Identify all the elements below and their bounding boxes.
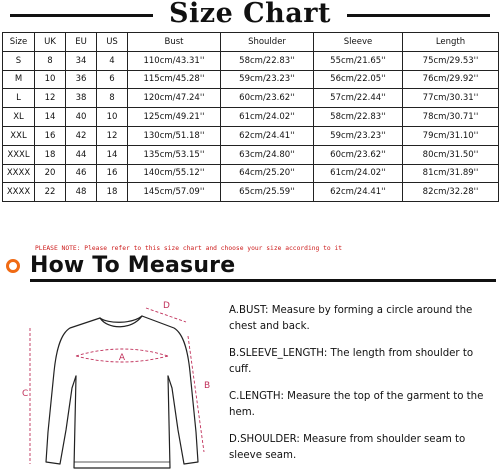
cell-us: 4 (97, 51, 128, 70)
cell-us: 6 (97, 70, 128, 89)
cell-uk: 20 (35, 164, 66, 183)
header-length: Length (403, 33, 499, 52)
cell-eu: 36 (66, 70, 97, 89)
cell-size: XXXX (3, 164, 35, 183)
header-size: Size (3, 33, 35, 52)
cell-uk: 10 (35, 70, 66, 89)
table-row (3, 126, 499, 145)
header-shoulder: Shoulder (221, 33, 314, 52)
instruction-shoulder: D.SHOULDER: Measure from shoulder seam to sleeve seam. (229, 434, 466, 461)
cell-uk: 12 (35, 89, 66, 108)
table-header-row (3, 33, 499, 52)
instruction-bust: A.BUST: Measure by forming a circle around the chest and back. (229, 305, 473, 332)
circle-bullet-icon (6, 259, 20, 273)
cell-eu: 34 (66, 51, 97, 70)
header-us: US (97, 33, 128, 52)
cell-shoulder: 62cm/24.41'' (221, 126, 314, 145)
page-title: Size Chart (169, 0, 331, 29)
cell-bust: 120cm/47.24'' (128, 89, 221, 108)
cell-us: 8 (97, 89, 128, 108)
table-row (3, 183, 499, 202)
cell-sleeve: 61cm/24.02'' (314, 164, 403, 183)
table-row (3, 51, 499, 70)
cell-length: 75cm/29.53'' (403, 51, 499, 70)
instruction-sleeve: B.SLEEVE_LENGTH: The length from shoulder to cuff. (229, 348, 474, 375)
cell-us: 16 (97, 164, 128, 183)
cell-size: XL (3, 108, 35, 127)
title-rule-right (347, 14, 490, 17)
header-sleeve: Sleeve (314, 33, 403, 52)
cell-sleeve: 56cm/22.05'' (314, 70, 403, 89)
cell-eu: 48 (66, 183, 97, 202)
cell-bust: 135cm/53.15'' (128, 145, 221, 164)
measure-instructions (229, 303, 497, 475)
cell-length: 82cm/32.28'' (403, 183, 499, 202)
instruction-length: C.LENGTH: Measure the top of the garment to the hem. (229, 391, 484, 418)
cell-shoulder: 64cm/25.20'' (221, 164, 314, 183)
size-chart-header (0, 0, 500, 32)
header-eu: EU (66, 33, 97, 52)
cell-us: 18 (97, 183, 128, 202)
size-note: PLEASE NOTE: Please refer to this size chart and choose your size according to it (35, 245, 343, 252)
cell-bust: 140cm/55.12'' (128, 164, 221, 183)
cell-shoulder: 65cm/25.59'' (221, 183, 314, 202)
cell-sleeve: 55cm/21.65'' (314, 51, 403, 70)
how-to-measure-header (6, 253, 496, 284)
cell-sleeve: 57cm/22.44'' (314, 89, 403, 108)
cell-bust: 110cm/43.31'' (128, 51, 221, 70)
cell-size: XXXX (3, 183, 35, 202)
section-rule (30, 279, 496, 282)
label-a: A (118, 353, 126, 363)
cell-length: 76cm/29.92'' (403, 70, 499, 89)
cell-sleeve: 60cm/23.62'' (314, 145, 403, 164)
cell-uk: 22 (35, 183, 66, 202)
cell-length: 81cm/31.89'' (403, 164, 499, 183)
header-bust: Bust (128, 33, 221, 52)
cell-eu: 40 (66, 108, 97, 127)
cell-size: M (3, 70, 35, 89)
cell-sleeve: 62cm/24.41'' (314, 183, 403, 202)
cell-size: L (3, 89, 35, 108)
cell-length: 79cm/31.10'' (403, 126, 499, 145)
cell-shoulder: 58cm/22.83'' (221, 51, 314, 70)
cell-eu: 38 (66, 89, 97, 108)
section-title: How To Measure (30, 253, 236, 278)
cell-length: 78cm/30.71'' (403, 108, 499, 127)
cell-sleeve: 59cm/23.23'' (314, 126, 403, 145)
cell-eu: 42 (66, 126, 97, 145)
cell-eu: 46 (66, 164, 97, 183)
table-row (3, 145, 499, 164)
cell-uk: 8 (35, 51, 66, 70)
size-table (2, 32, 499, 202)
cell-length: 77cm/30.31'' (403, 89, 499, 108)
cell-bust: 145cm/57.09'' (128, 183, 221, 202)
cell-size: XXL (3, 126, 35, 145)
label-d: D (163, 301, 170, 311)
table-row (3, 108, 499, 127)
garment-diagram (20, 292, 220, 472)
cell-size: XXXL (3, 145, 35, 164)
cell-bust: 125cm/49.21'' (128, 108, 221, 127)
cell-bust: 115cm/45.28'' (128, 70, 221, 89)
cell-size: S (3, 51, 35, 70)
cell-shoulder: 63cm/24.80'' (221, 145, 314, 164)
table-row (3, 164, 499, 183)
sweater-outline-icon (46, 316, 198, 468)
label-c: C (22, 389, 29, 399)
cell-length: 80cm/31.50'' (403, 145, 499, 164)
cell-uk: 14 (35, 108, 66, 127)
cell-bust: 130cm/51.18'' (128, 126, 221, 145)
cell-shoulder: 60cm/23.62'' (221, 89, 314, 108)
cell-us: 12 (97, 126, 128, 145)
cell-shoulder: 59cm/23.23'' (221, 70, 314, 89)
cell-us: 10 (97, 108, 128, 127)
cell-eu: 44 (66, 145, 97, 164)
cell-sleeve: 58cm/22.83'' (314, 108, 403, 127)
label-b: B (204, 381, 211, 391)
cell-uk: 18 (35, 145, 66, 164)
cell-uk: 16 (35, 126, 66, 145)
header-uk: UK (35, 33, 66, 52)
table-row (3, 89, 499, 108)
table-row (3, 70, 499, 89)
cell-shoulder: 61cm/24.02'' (221, 108, 314, 127)
cell-us: 14 (97, 145, 128, 164)
